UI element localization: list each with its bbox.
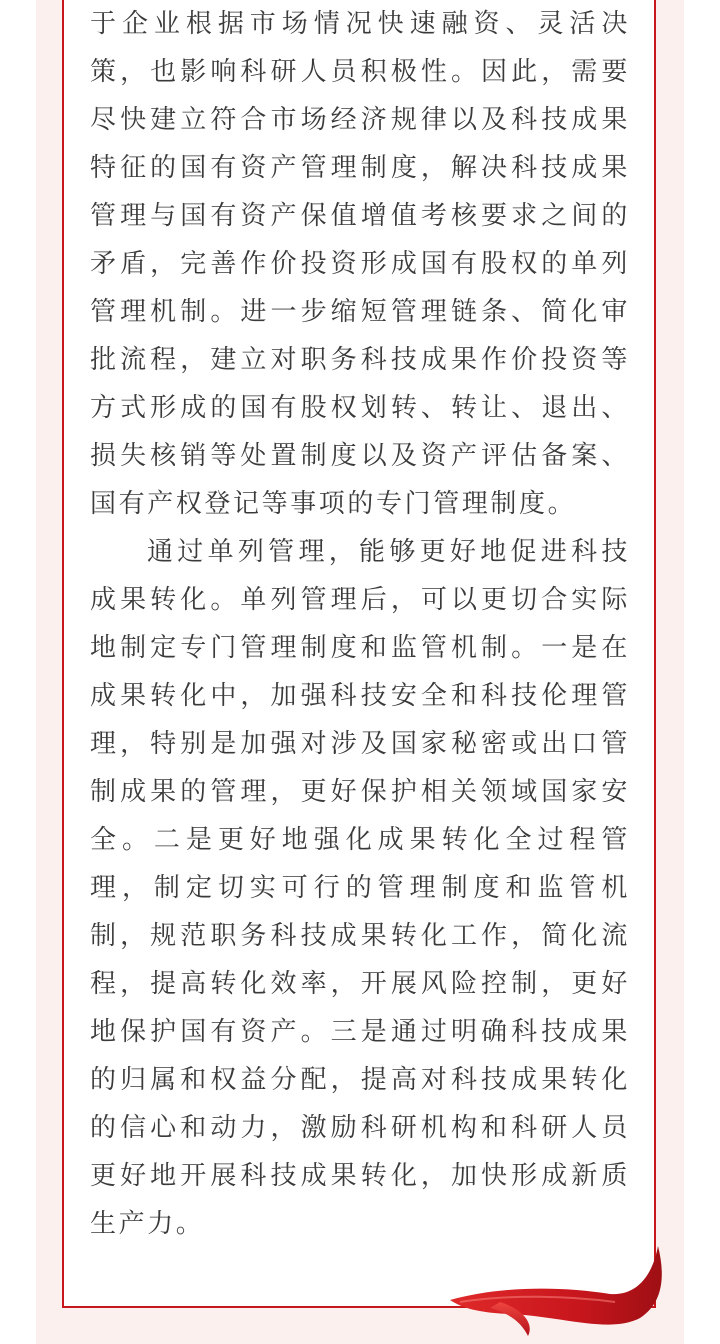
article-body [90, 0, 630, 1248]
red-ribbon-icon [440, 1238, 680, 1338]
article-paragraph-1: 于企业根据市场情况快速融资、灵活决策，也影响科研人员积极性。因此，需要尽快建立符合市场经济规律以及科技成果特征的国有资产管理制度，解决科技成果管理与国有资产保值增值考核要求之间的矛盾，完善作价投资形成国有股权的单列管理机制。进一步缩短管理链条、简化审批流程，建立对职务科技成果作价投资等方式形成的国有股权划转、转让、退出、损失核销等处置制度以及资产评估备案、国有产权登记等事项的专门管理制度。 [90, 9, 630, 519]
article-paragraph-2: 通过单列管理，能够更好地促进科技成果转化。单列管理后，可以更切合实际地制定专门管理制度和监管机制。一是在成果转化中，加强科技安全和科技伦理管理，特别是加强对涉及国家秘密或出口管制成果的管理，更好保护相关领域国家安全。二是更好地强化成果转化全过程管理，制定切实可行的管理制度和监管机制，规范职务科技成果转化工作，简化流程，提高转化效率，开展风险控制，更好地保护国有资产。三是通过明确科技成果的归属和权益分配，提高对科技成果转化的信心和动力，激励科研机构和科研人员更好地开展科技成果转化，加快形成新质生产力。 [90, 537, 630, 1239]
